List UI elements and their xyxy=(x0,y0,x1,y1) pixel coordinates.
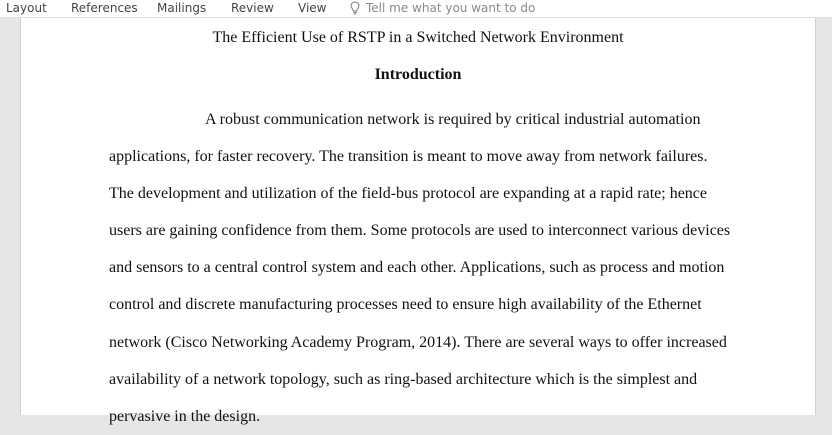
tell-me-search[interactable] xyxy=(350,0,535,16)
paragraph-line: applications, for faster recovery. The transition is meant to move away from network failures. xyxy=(109,148,708,166)
ribbon-tab-bar xyxy=(0,0,832,18)
paragraph-line: control and discrete manufacturing processes need to ensure high availability of the Ethernet xyxy=(109,296,702,314)
tab-mailings[interactable]: Mailings xyxy=(157,1,207,15)
tab-references[interactable]: References xyxy=(71,1,138,15)
tab-review[interactable]: Review xyxy=(231,1,274,15)
body-paragraph xyxy=(109,101,749,435)
paragraph-line: pervasive in the design. xyxy=(109,407,261,425)
lightbulb-icon xyxy=(350,1,360,15)
paragraph-line: users are gaining confidence from them. Some protocols are used to interconnect various devices xyxy=(109,222,731,240)
section-heading: Introduction xyxy=(374,66,462,83)
paragraph-line: network (Cisco Networking Academy Program, 2014). There are several ways to offer increased xyxy=(109,333,727,351)
paragraph-line: The development and utilization of the field-bus protocol are expanding at a rapid rate; hence xyxy=(109,185,707,203)
paragraph-line: and sensors to a central control system and each other. Applications, such as process and motion xyxy=(109,259,725,277)
document-title: The Efficient Use of RSTP in a Switched Network Environment xyxy=(212,29,624,46)
document-page[interactable] xyxy=(20,18,816,425)
tab-layout[interactable]: Layout xyxy=(6,1,47,15)
tell-me-placeholder: Tell me what you want to do xyxy=(366,1,536,15)
paragraph-line: availability of a network topology, such as ring-based architecture which is the simplest and xyxy=(109,370,698,388)
tab-view[interactable]: View xyxy=(298,1,327,15)
paragraph-line: A robust communication network is required by critical industrial automation xyxy=(205,111,701,128)
document-canvas xyxy=(0,18,832,425)
